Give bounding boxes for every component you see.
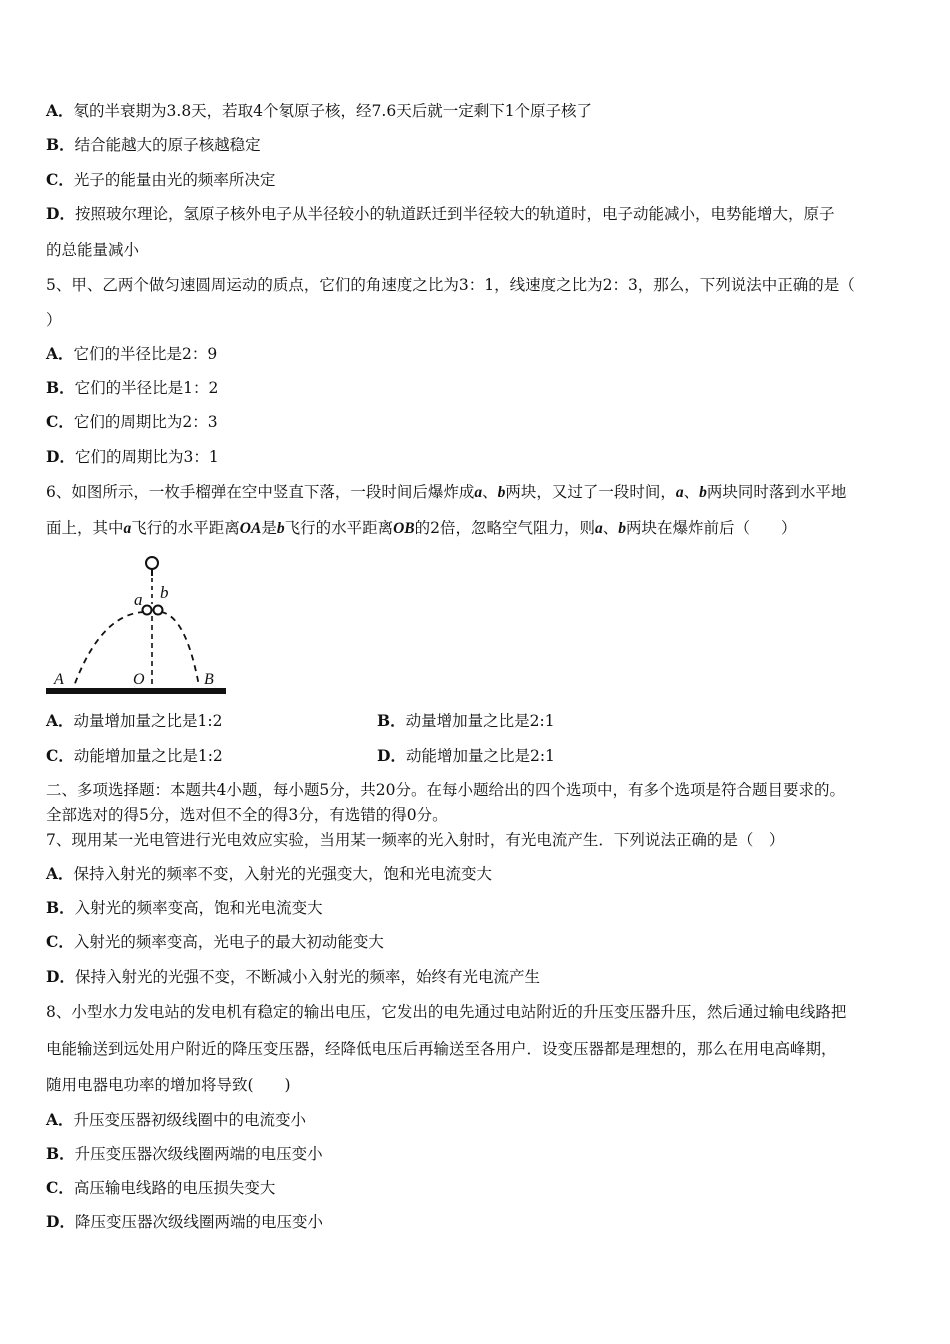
fragment-b [154,606,163,615]
q4-option-d-cont: 的总能量减小 [46,241,140,259]
stem-text: 飞行的水平距离 [284,519,394,537]
label-B: B [204,671,214,688]
q6-option-b [377,710,555,732]
q4-option-b [46,134,261,156]
option-text: 它们的半径比是1：2 [74,379,219,397]
var-a: a [474,484,483,501]
var-b: b [618,520,627,537]
stem-text: 飞行的水平距离 [131,519,240,537]
var-b: b [699,484,707,501]
q8-option-b [46,1143,323,1165]
q7-option-b [46,897,323,919]
q8-stem-cont1: 电能输送到远处用户附近的降压变压器，经降低电压后再输送至各用户．设变压器都是理想的，那么在用电高峰期， [46,1040,837,1058]
q6-option-c [46,745,223,767]
stem-text: 6、如图所示，一枚手榴弹在空中竖直下落，一段时间后爆炸成 [46,483,475,501]
option-label: C． [46,932,74,951]
option-text: 动量增加量之比是2:1 [405,712,555,730]
var-a: a [595,520,603,537]
option-label: A． [46,864,74,883]
q5-stem: 5、甲、乙两个做匀速圆周运动的质点，它们的角速度之比为3：1，线速度之比为2：3，那么，下列说法中正确的是（ [46,276,855,294]
trajectory-b [161,612,199,686]
stem-text: 两块在爆炸前后（ ） [626,519,797,537]
option-text: 动能增加量之比是1:2 [73,747,223,765]
option-label: C． [46,412,74,431]
option-text: 结合能越大的原子核越稳定 [74,136,261,154]
option-text: 它们的周期比为2：3 [73,413,218,431]
stem-text: 是 [261,519,277,537]
q4-option-a [46,100,592,122]
option-label: A． [46,1110,74,1129]
q5-option-a [46,343,217,365]
section2-heading-cont: 全部选对的得5分，选对但不全的得3分，有选错的得0分。 [46,806,448,824]
label-b: b [160,583,169,602]
option-label: C． [46,746,74,765]
option-label: A． [46,711,74,730]
label-O: O [133,671,145,688]
ground [46,688,226,694]
option-label: B． [46,135,75,154]
separator: 、 [602,519,619,537]
option-label: B． [377,711,406,730]
option-text: 它们的半径比是2：9 [73,345,218,363]
option-text: 保持入射光的光强不变，不断减小入射光的频率，始终有光电流产生 [74,968,540,986]
stem-text: 的2倍，忽略空气阻力，则 [414,519,596,537]
q5-option-d [46,446,219,468]
option-label: C． [46,170,74,189]
grenade-trajectory-figure [46,552,228,702]
q6-option-a [46,710,222,732]
option-text: 入射光的频率变高，饱和光电流变大 [74,899,323,917]
var-a: a [123,520,132,537]
option-text: 保持入射光的频率不变，入射光的光强变大，饱和光电流变大 [73,865,493,883]
q7-option-a [46,863,492,885]
option-text: 高压输电线路的电压损失变大 [73,1179,276,1197]
option-text: 降压变压器次级线圈两端的电压变小 [74,1213,323,1231]
option-label: A． [46,101,74,120]
q6-stem [46,481,846,504]
option-label: B． [46,898,75,917]
option-label: B． [46,378,75,397]
q8-option-c [46,1177,275,1199]
section2-heading: 二、多项选择题：本题共4小题，每小题5分，共20分。在每小题给出的四个选项中，有多个选项是符合题目要求的。 [46,781,845,799]
option-label: D． [46,204,75,223]
stem-text: 面上，其中 [46,519,124,537]
var-b: b [276,520,285,537]
option-text: 它们的周期比为3：1 [74,448,219,466]
q7-option-c [46,931,384,953]
q7-option-d [46,966,540,988]
option-text: 动能增加量之比是2:1 [405,747,555,765]
option-label: D． [46,1212,75,1231]
q5-option-c [46,411,218,433]
q5-option-b [46,377,218,399]
var-ob: OB [393,520,415,537]
var-b: b [497,484,506,501]
option-text: 升压变压器初级线圈中的电流变小 [73,1111,307,1129]
option-text: 动量增加量之比是1:2 [73,712,223,730]
q6-option-d [377,745,555,767]
option-label: B． [46,1144,75,1163]
option-text: 按照玻尔理论，氢原子核外电子从半径较小的轨道跃迁到半径较大的轨道时，电子动能减小，电势能增大，原子 [74,205,835,223]
separator: 、 [683,483,700,501]
q8-option-d [46,1211,323,1233]
fragment-a [143,606,152,615]
q6-stem-cont [46,517,797,540]
separator: 、 [482,483,498,501]
q5-stem-cont: ） [46,311,62,329]
grenade-icon [146,557,158,569]
q4-option-d [46,203,834,225]
option-label: D． [46,967,75,986]
option-label: D． [46,447,75,466]
option-label: D． [377,746,406,765]
stem-text: 两块同时落到水平地 [706,483,847,501]
var-oa: OA [239,520,262,537]
label-A: A [54,671,64,688]
option-label: C． [46,1178,74,1197]
option-text: 氡的半衰期为3.8天，若取4个氡原子核，经7.6天后就一定剩下1个原子核了 [73,102,593,120]
q8-option-a [46,1109,306,1131]
label-a: a [134,590,143,609]
option-text: 光子的能量由光的频率所决定 [73,171,276,189]
var-a: a [675,484,684,501]
stem-text: 两块，又过了一段时间， [505,483,676,501]
q8-stem-cont2: 随用电器电功率的增加将导致( ) [46,1076,291,1094]
option-text: 入射光的频率变高，光电子的最大初动能变大 [73,933,384,951]
q7-stem: 7、现用某一光电管进行光电效应实验，当用某一频率的光入射时，有光电流产生．下列说法正确的是（ ） [46,831,785,849]
option-label: A． [46,344,74,363]
q8-stem: 8、小型水力发电站的发电机有稳定的输出电压，它发出的电先通过电站附近的升压变压器升压，然后通过输电线路把 [46,1003,847,1021]
option-text: 升压变压器次级线圈两端的电压变小 [74,1145,323,1163]
q4-option-c [46,169,275,191]
